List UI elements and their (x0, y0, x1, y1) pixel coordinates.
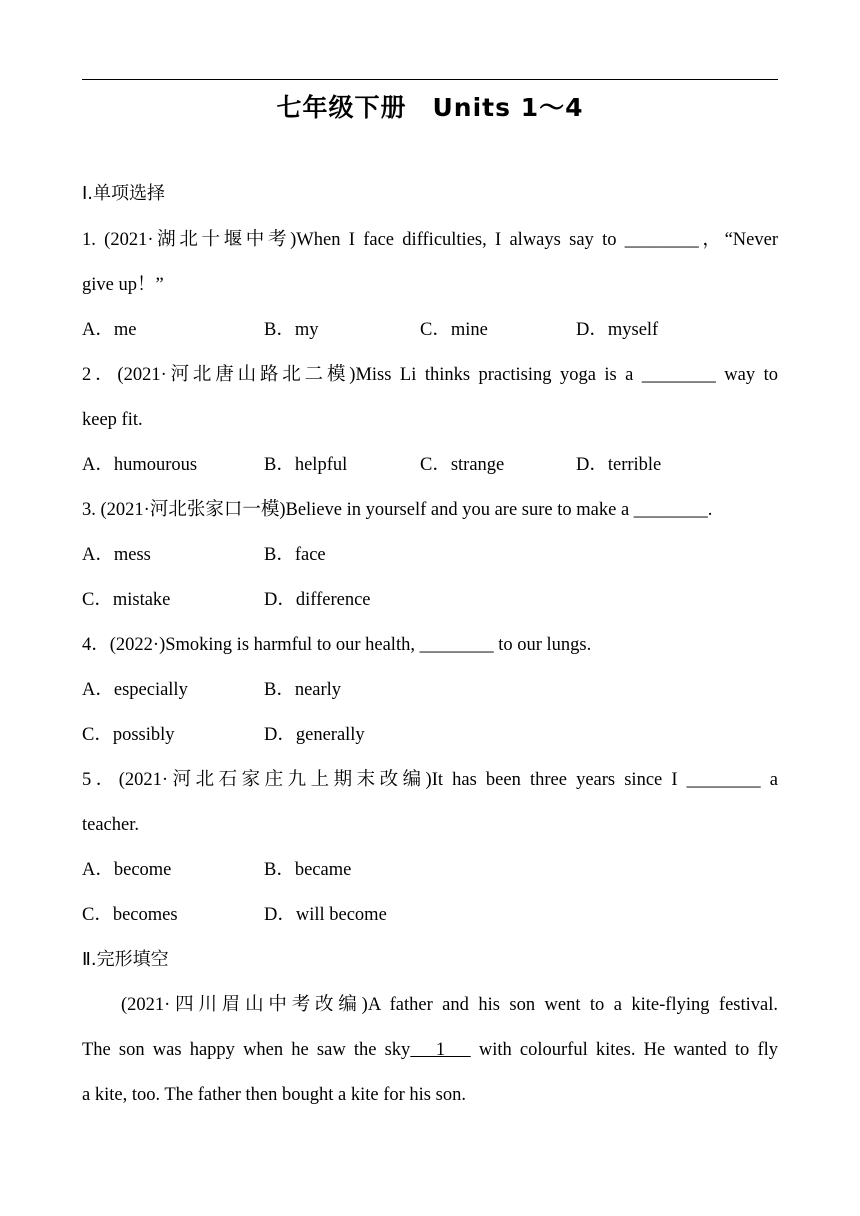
cloze-paragraph-line-2 (82, 1035, 778, 1065)
cloze-text-after-blank: with colourful kites. He wanted to fly (470, 1040, 779, 1060)
question-2-text-cont: keep fit. (82, 410, 143, 430)
option-b[interactable]: B．became (264, 860, 352, 880)
question-4-text: 4．(2022·)Smoking is harmful to our health, ________ to our lungs. (82, 635, 592, 655)
option-d[interactable]: D．difference (264, 590, 371, 610)
cloze-blank-1[interactable]: 1 (410, 1040, 471, 1060)
option-c[interactable]: C．possibly (82, 725, 175, 745)
question-3-text: 3. (2021·河北张家口一模)Believe in yourself and you are sure to make a ________. (82, 500, 713, 520)
cloze-text-before-blank: The son was happy when he saw the sky (82, 1040, 411, 1060)
option-a[interactable]: A．humourous (82, 455, 198, 475)
option-d[interactable]: D．terrible (576, 455, 662, 475)
question-1-text-cont: give up！” (82, 275, 164, 295)
option-c[interactable]: C．strange (420, 455, 505, 475)
question-3-options-row2 (82, 585, 778, 615)
option-b[interactable]: B．nearly (264, 680, 342, 700)
option-c[interactable]: C．mine (420, 320, 488, 340)
option-b[interactable]: B．helpful (264, 455, 348, 475)
option-d[interactable]: D．will become (264, 905, 387, 925)
question-1-options (82, 315, 778, 345)
section-heading-cloze: Ⅱ.完形填空 (82, 949, 169, 970)
question-4-options-row2 (82, 720, 778, 750)
question-5-text: 5．(2021·河北石家庄九上期末改编)It has been three years since I ________ a (82, 770, 778, 790)
question-1-text: 1. (2021·湖北十堰中考)When I face difficulties, I always say to ________，“Never (82, 230, 778, 250)
option-c[interactable]: C．becomes (82, 905, 178, 925)
question-2-text: 2．(2021·河北唐山路北二模)Miss Li thinks practising yoga is a ________ way to (82, 365, 778, 385)
option-a[interactable]: A．me (82, 320, 137, 340)
option-d[interactable]: D．generally (264, 725, 365, 745)
option-b[interactable]: B．my (264, 320, 319, 340)
cloze-paragraph-line-3: a kite, too. The father then bought a kite for his son. (82, 1085, 466, 1105)
page-title: 七年级下册 Units 1～4 (276, 93, 584, 122)
question-5-text-cont: teacher. (82, 815, 139, 835)
option-c[interactable]: C．mistake (82, 590, 171, 610)
question-5-options-row2 (82, 900, 778, 930)
option-d[interactable]: D．myself (576, 320, 659, 340)
option-a[interactable]: A．mess (82, 545, 151, 565)
option-a[interactable]: A．especially (82, 680, 188, 700)
question-2-options (82, 450, 778, 480)
option-b[interactable]: B．face (264, 545, 326, 565)
section-heading-single-choice: Ⅰ.单项选择 (82, 183, 166, 204)
question-3-options-row1 (82, 540, 778, 570)
header-rule (82, 79, 778, 80)
option-a[interactable]: A．become (82, 860, 172, 880)
cloze-paragraph-line-1: (2021·四川眉山中考改编)A father and his son went to a kite-flying festival. (121, 995, 778, 1015)
question-4-options-row1 (82, 675, 778, 705)
question-5-options-row1 (82, 855, 778, 885)
